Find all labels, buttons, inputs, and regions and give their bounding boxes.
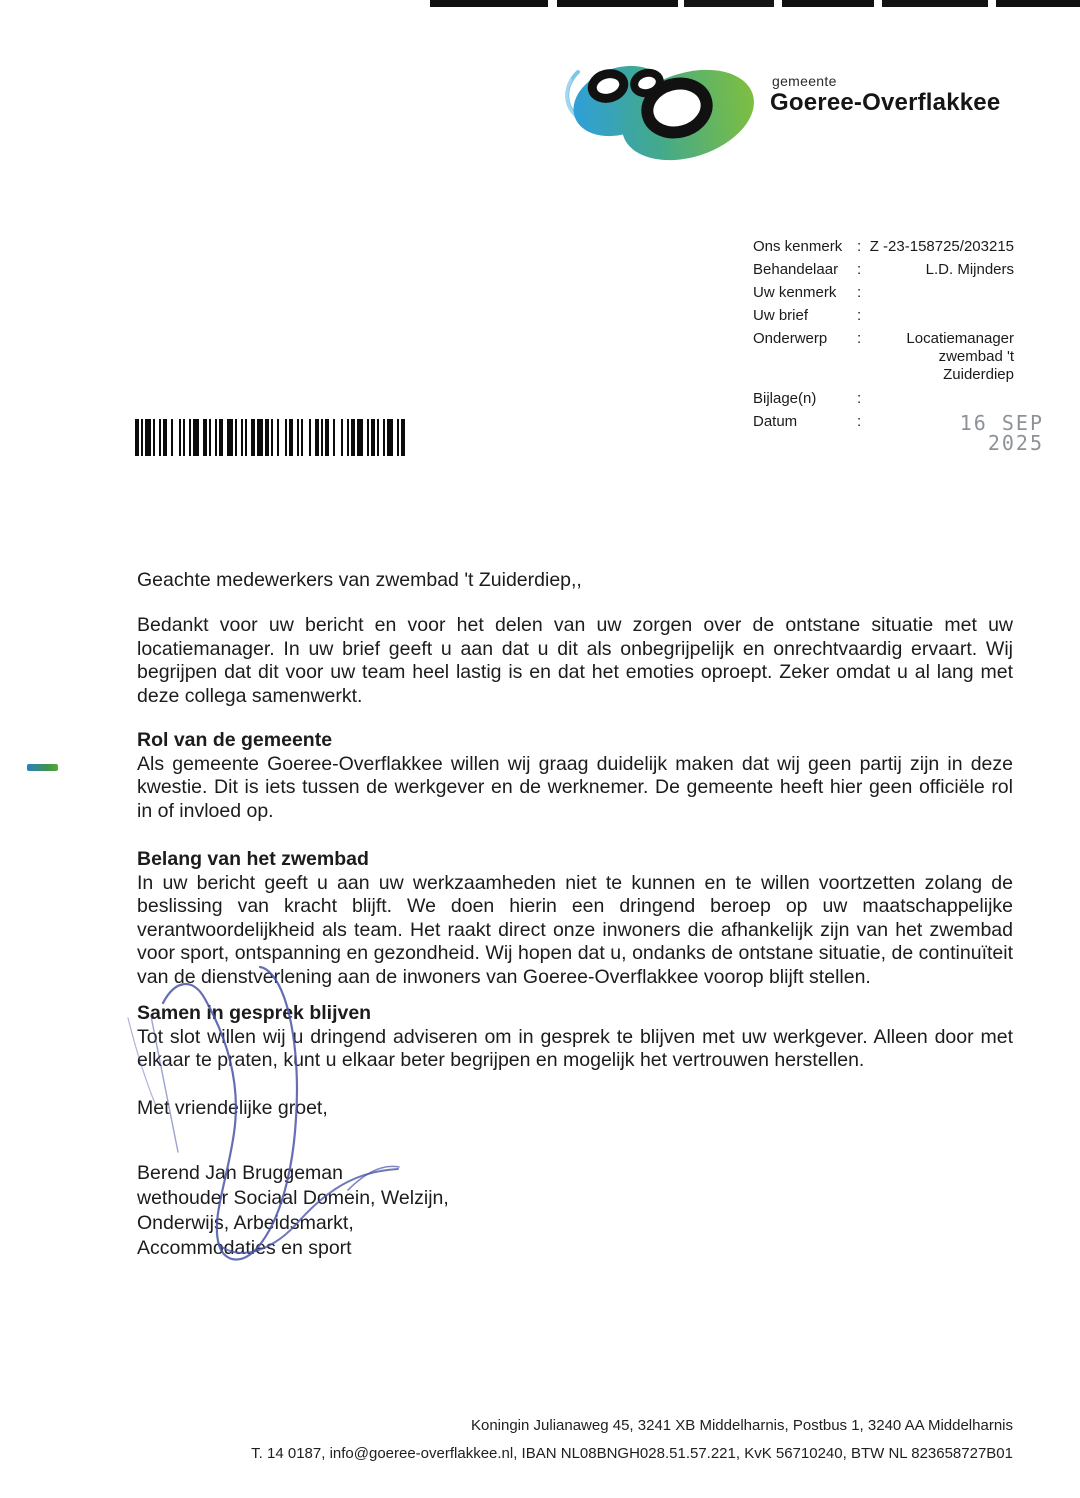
meta-separator: : <box>857 390 862 407</box>
meta-label: Bijlage(n) <box>753 390 817 407</box>
meta-label: Uw kenmerk <box>753 284 837 301</box>
meta-value <box>869 390 1014 407</box>
fold-mark <box>27 764 58 771</box>
meta-separator: : <box>857 238 862 255</box>
footer-contact-line: T. 14 0187, info@goeree-overflakkee.nl, IBAN NL08BNGH028.51.57.221, KvK 56710240, BTW NL 823658727B01 <box>251 1444 1013 1462</box>
date-stamp: 16 SEP 2025 <box>959 411 1044 455</box>
footer-address-line: Koningin Julianaweg 45, 3241 XB Middelharnis, Postbus 1, 3240 AA Middelharnis <box>470 1417 1013 1434</box>
meta-value: Locatiemanager zwembad 't Zuiderdiep <box>906 330 1014 383</box>
meta-separator: : <box>857 284 862 301</box>
meta-separator: : <box>857 413 862 430</box>
meta-row-ons-kenmerk <box>753 238 1014 255</box>
letter-footer <box>213 1412 1013 1467</box>
paragraph-samen: Tot slot willen wij u dringend adviseren om in gesprek te blijven met uw werkgever. Alleen door met elkaar te praten, kunt u elkaar beter begrijpen en mogelijk het vertrouwen herstellen. <box>137 1025 1013 1071</box>
meta-row-bijlagen <box>753 390 1014 407</box>
meta-label: Behandelaar <box>753 261 839 278</box>
letter-body <box>137 569 1013 1261</box>
municipality-logo-icon <box>556 58 761 163</box>
meta-separator: : <box>857 307 862 324</box>
org-prefix: gemeente <box>772 73 837 89</box>
meta-value: Z -23-158725/203215 <box>869 238 1014 255</box>
meta-label: Datum <box>753 413 798 430</box>
meta-row-uw-kenmerk <box>753 284 1014 301</box>
closing-salutation: Met vriendelijke groet, <box>137 1096 328 1119</box>
org-wordmark <box>770 74 1000 115</box>
meta-row-onderwerp <box>753 330 1014 384</box>
org-name: Goeree-Overflakkee <box>770 89 1001 116</box>
meta-label: Uw brief <box>753 307 809 324</box>
meta-row-behandelaar <box>753 261 1014 278</box>
signer-name: Berend Jan Bruggeman <box>137 1162 343 1184</box>
meta-value: L.D. Mijnders <box>925 261 1014 278</box>
scan-artifact-bar <box>430 0 1080 7</box>
meta-label: Onderwerp <box>753 330 828 347</box>
meta-label: Ons kenmerk <box>753 238 843 255</box>
barcode-icon <box>135 419 427 456</box>
heading-belang-van-het-zwembad: Belang van het zwembad <box>137 848 369 870</box>
meta-value <box>869 284 1014 301</box>
heading-samen-in-gesprek-blijven: Samen in gesprek blijven <box>137 1002 372 1024</box>
signer-roles: wethouder Sociaal Domein, Welzijn, Onderwijs, Arbeidsmarkt, Accommodaties en sport <box>137 1187 449 1259</box>
paragraph-intro: Bedankt voor uw bericht en voor het delen van uw zorgen over de ontstane situatie met uw locatiemanager. In uw brief geeft u aan dat u dit als onbegrijpelijk en onrechtvaardig ervaart. Wij begrijpen dat dit voor uw team heel lastig is en dat het emoties oproept. Zeker omdat u al lang met deze collega samenwerkt. <box>137 614 1013 707</box>
paragraph-rol: Als gemeente Goeree-Overflakkee willen wij graag duidelijk maken dat wij geen partij zijn in deze kwestie. Dit is iets tussen de werkgever en de werknemer. De gemeente heeft hier geen officiële rol in of invloed op. <box>137 752 1013 822</box>
meta-separator: : <box>857 330 862 347</box>
meta-separator: : <box>857 261 862 278</box>
letter-meta-block <box>753 238 1044 459</box>
meta-row-uw-brief <box>753 307 1014 324</box>
meta-value <box>869 307 1014 324</box>
paragraph-belang: In uw bericht geeft u aan uw werkzaamheden niet te kunnen en te willen voortzetten zolang de beslissing van kracht blijft. We doen hierin een dringend beroep op uw maatschappelijke verantwoordelijkheid als team. Het raakt direct onze inwoners die afhankelijk zijn van het zwembad voor sport, ontspanning en gezondheid. Wij hopen dat u, ondanks de ontstane situatie, de continuïteit van de dienstverlening aan de inwoners van Goeree-Overflakkee voorop blijft stellen. <box>137 871 1013 988</box>
salutation: Geachte medewerkers van zwembad 't Zuiderdiep,, <box>137 569 582 591</box>
meta-row-datum <box>753 411 1044 455</box>
heading-rol-van-de-gemeente: Rol van de gemeente <box>137 729 333 751</box>
